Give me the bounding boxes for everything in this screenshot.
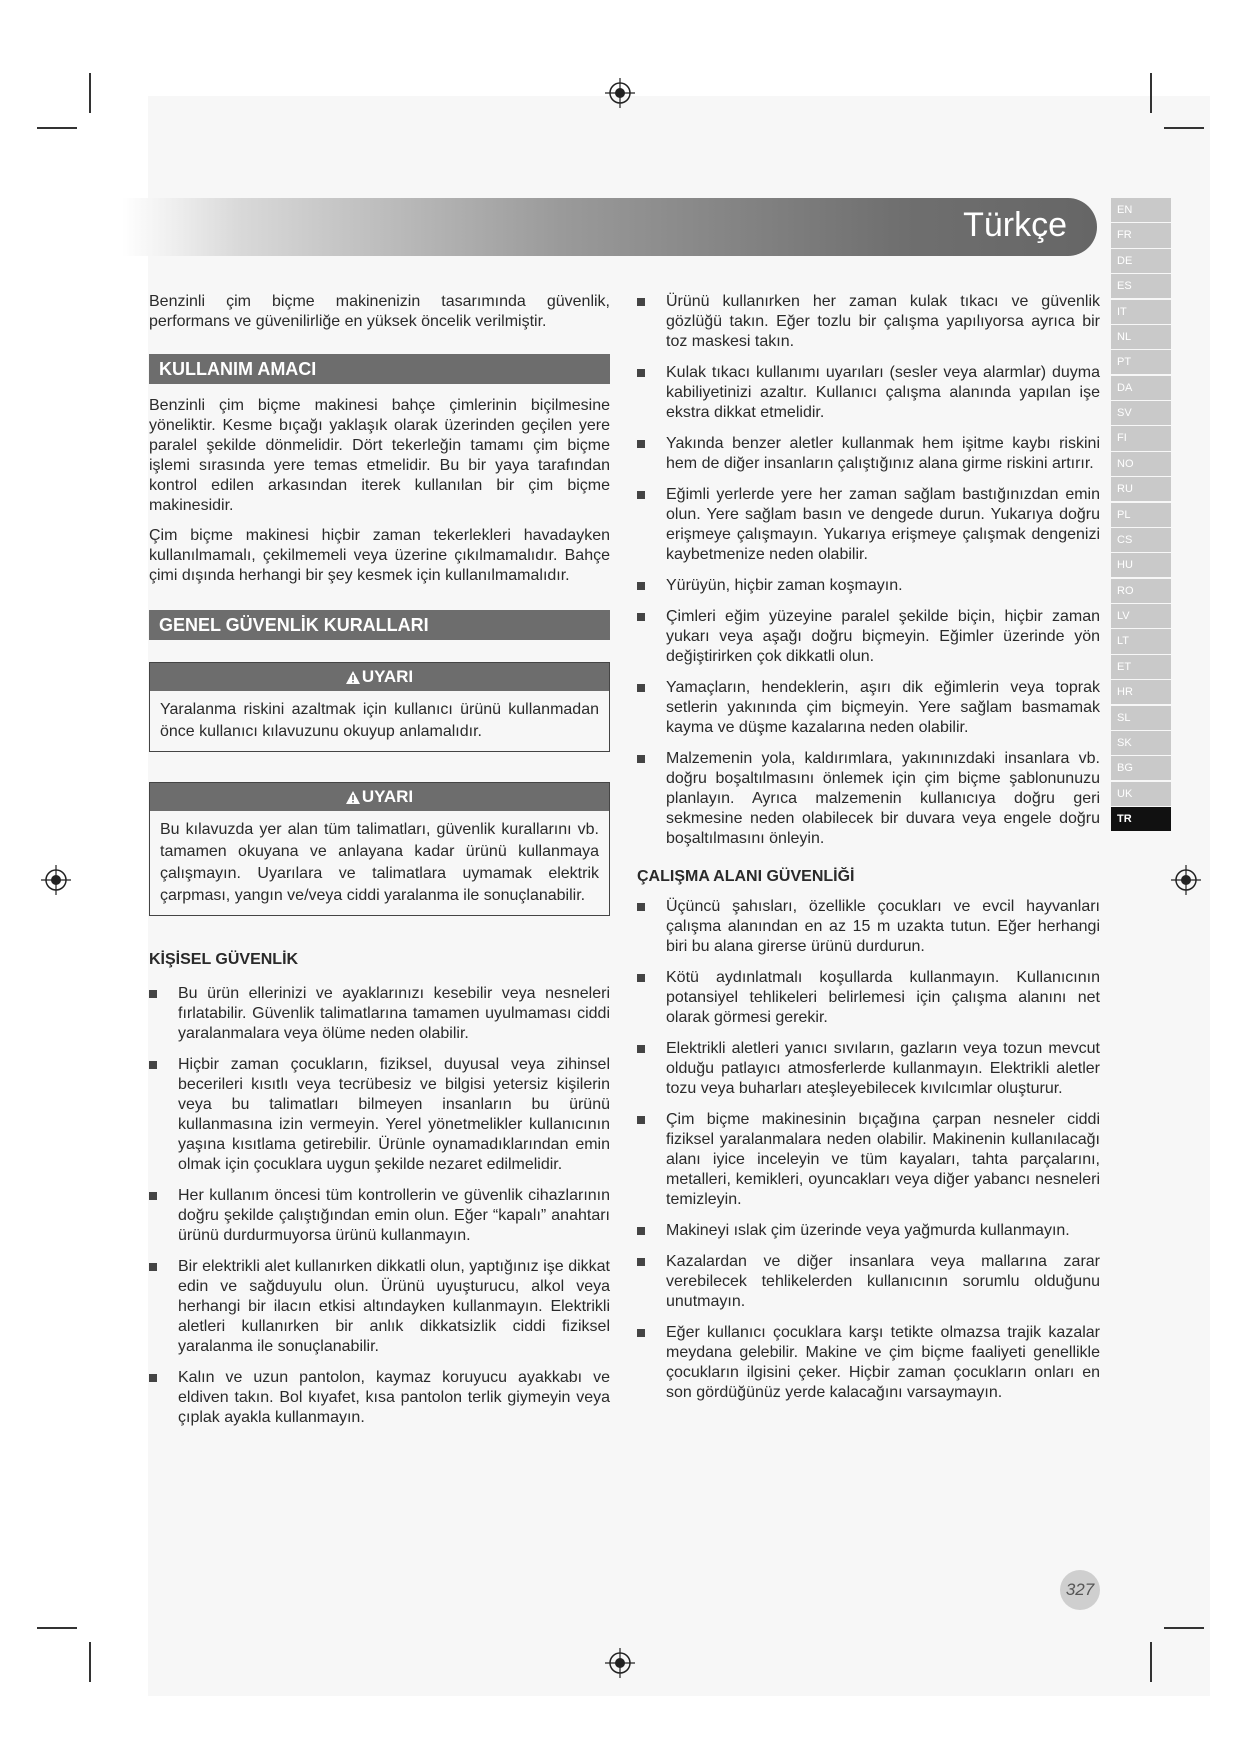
personal-safety-title: KİŞİSEL GÜVENLİK bbox=[149, 951, 299, 968]
warning-triangle-icon bbox=[346, 671, 360, 684]
page-number: 327 bbox=[1060, 1570, 1100, 1610]
general-section-title: GENEL GÜVENLİK KURALLARI bbox=[149, 610, 610, 640]
language-tab-ro[interactable]: RO bbox=[1111, 579, 1171, 603]
language-tab-tr[interactable]: TR bbox=[1111, 807, 1171, 831]
list-item-text: Eğer kullanıcı çocuklara karşı tetikte olmazsa trajik kazalar meydana gelebilir. Makine ve çim biçme faaliyeti genellikle çocukların ilgisini çeker. Hiçbir zaman çocukların onları en son gördüğünüz yerde kalacağını varsaymayın. bbox=[666, 1324, 1100, 1401]
usage-section-title: KULLANIM AMACI bbox=[149, 354, 610, 384]
list-item-text: Üçüncü şahısları, özellikle çocukları ve evcil hayvanları çalışma alanından en az 15 m uzakta tutun. Eğer herhangi biri bu alana girerse ürünü durdurun. bbox=[666, 898, 1100, 955]
list-item bbox=[637, 434, 1100, 474]
list-item-text: Kötü aydınlatmalı koşullarda kullanmayın. Kullanıcının potansiyel tehlikeleri belirlemesi için çalışma alanını net olarak görmesi gerekir. bbox=[666, 969, 1100, 1026]
bullet-icon bbox=[637, 1045, 645, 1053]
list-item-text: Yamaçların, hendeklerin, aşırı dik eğimlerin veya toprak setlerin yakınında çim biçmeyin. Yere sağlam basmamak kayma ve düşme kazalarına neden olabilir. bbox=[666, 679, 1100, 736]
list-item bbox=[637, 968, 1100, 1028]
list-item-text: Kazalardan ve diğer insanlara veya mallarına zarar verebilecek tehlikelerden kullanıcının sorumlu olduğunu unutmayın. bbox=[666, 1253, 1100, 1310]
language-tab-bg[interactable]: BG bbox=[1111, 756, 1171, 780]
crop-mark bbox=[89, 73, 91, 113]
language-tab-uk[interactable]: UK bbox=[1111, 782, 1171, 806]
language-tab-es[interactable]: ES bbox=[1111, 274, 1171, 298]
language-tab-cs[interactable]: CS bbox=[1111, 528, 1171, 552]
crop-mark bbox=[1150, 73, 1152, 113]
bullet-icon bbox=[637, 1116, 645, 1124]
language-tab-sv[interactable]: SV bbox=[1111, 401, 1171, 425]
list-item bbox=[637, 1221, 1100, 1241]
list-item-text: Malzemenin yola, kaldırımlara, yakınınızdaki insanlara vb. doğru boşaltılmasını önlemek için çim biçme şablonunuzu planlayın. Ayrıca malzemenin kullanıcıya doğru geri sekmesine neden olabilecek bir duvara veya engele doğru boşaltılmasını önleyin. bbox=[666, 750, 1100, 847]
list-item bbox=[637, 1039, 1100, 1099]
list-item-text: Yakında benzer aletler kullanmak hem işitme kaybı riskini hem de diğer insanların çalıştığınız alana girme riskini artırır. bbox=[666, 435, 1100, 472]
bullet-icon bbox=[637, 1329, 645, 1337]
crop-mark bbox=[37, 1627, 77, 1629]
usage-paragraph: Çim biçme makinesi hiçbir zaman tekerlekleri havadayken kullanılmamalı, çekilmemeli veya üzerine çıkılmamalıdır. Bahçe çimi dışında herhangi bir şey kesmek için kullanılmamalıdır. bbox=[149, 527, 610, 584]
personal-safety-list bbox=[149, 984, 610, 1428]
list-item bbox=[149, 1055, 610, 1175]
language-tab-no[interactable]: NO bbox=[1111, 452, 1171, 476]
list-item bbox=[149, 984, 610, 1044]
warning-label: UYARI bbox=[361, 787, 414, 806]
list-item bbox=[637, 1252, 1100, 1312]
language-tab-sk[interactable]: SK bbox=[1111, 731, 1171, 755]
bullet-icon bbox=[637, 298, 645, 306]
language-tab-en[interactable]: EN bbox=[1111, 198, 1171, 222]
right-column bbox=[637, 292, 1100, 1414]
list-item bbox=[637, 1323, 1100, 1403]
list-item-text: Kulak tıkacı kullanımı uyarıları (sesler veya alarmlar) duyma kabiliyetinizi azaltır. Kullanıcı çalışma alanında yapılan işe ekstra dikkat etmelidir. bbox=[666, 364, 1100, 421]
warning-box bbox=[149, 662, 610, 752]
crop-mark bbox=[1150, 1642, 1152, 1682]
registration-mark-icon bbox=[605, 78, 635, 108]
warning-triangle-icon bbox=[346, 791, 360, 804]
bullet-icon bbox=[637, 1258, 645, 1266]
registration-mark-icon bbox=[41, 865, 71, 895]
bullet-icon bbox=[149, 1374, 157, 1382]
bullet-icon bbox=[637, 755, 645, 763]
bullet-icon bbox=[637, 582, 645, 590]
language-tab-hu[interactable]: HU bbox=[1111, 553, 1171, 577]
language-tab-pt[interactable]: PT bbox=[1111, 350, 1171, 374]
list-item-text: Elektrikli aletleri yanıcı sıvıların, gazların veya tozun mevcut olduğu patlayıcı atmosferlerde kullanmayın. Elektrikli aletler tozu veya buharları ateşleyebilecek kıvılcımlar oluşturur. bbox=[666, 1040, 1100, 1097]
list-item-text: Ürünü kullanırken her zaman kulak tıkacı ve güvenlik gözlüğü takın. Eğer tozlu bir çalışma yapılıyorsa ayrıca bir toz maskesi takın. bbox=[666, 293, 1100, 350]
language-tab-ru[interactable]: RU bbox=[1111, 477, 1171, 501]
warning-text: Bu kılavuzda yer alan tüm talimatları, güvenlik kurallarını vb. tamamen okuyana ve anlayana kadar ürünü kullanmaya çalışmayın. Uyarılara ve talimatlara uymamak elektrik çarpması, yangın ve/veya ciddi yaralanma ile sonuçlanabilir. bbox=[160, 821, 599, 904]
list-item-text: Yürüyün, hiçbir zaman koşmayın. bbox=[666, 577, 903, 594]
intro-text: Benzinli çim biçme makinenizin tasarımında güvenlik, performans ve güvenilirliğe en yüksek öncelik verilmiştir. bbox=[149, 293, 610, 330]
list-item bbox=[149, 1257, 610, 1357]
language-tab-fr[interactable]: FR bbox=[1111, 223, 1171, 247]
language-tab-fi[interactable]: FI bbox=[1111, 426, 1171, 450]
language-tabs bbox=[1111, 198, 1171, 832]
crop-mark bbox=[37, 127, 77, 129]
list-item bbox=[637, 485, 1100, 565]
registration-mark-icon bbox=[1171, 865, 1201, 895]
page-title: Türkçe bbox=[963, 206, 1067, 244]
crop-mark bbox=[89, 1642, 91, 1682]
language-tab-lt[interactable]: LT bbox=[1111, 629, 1171, 653]
list-item-text: Çimleri eğim yüzeyine paralel şekilde biçin, hiçbir zaman yukarı veya aşağı doğru biçmeyin. Eğimler üzerinde yön değiştirirken çok dikkatli olun. bbox=[666, 608, 1100, 665]
list-item bbox=[637, 363, 1100, 423]
bullet-icon bbox=[149, 1061, 157, 1069]
list-item-text: Eğimli yerlerde yere her zaman sağlam bastığınızdan emin olun. Yere sağlam basın ve dengede durun. Yukarıya doğru erişmeye çalışmayın. Yukarıya erişmeye çalışmak dengenizi kaybetmenize neden olabilir. bbox=[666, 486, 1100, 563]
crop-mark bbox=[1164, 1627, 1204, 1629]
list-item bbox=[637, 576, 1100, 596]
bullet-icon bbox=[637, 613, 645, 621]
language-tab-de[interactable]: DE bbox=[1111, 249, 1171, 273]
list-item-text: Kalın ve uzun pantolon, kaymaz koruyucu ayakkabı ve eldiven takın. Bol kıyafet, kısa pantolon terlik giymeyin veya çıplak ayakla kullanmayın. bbox=[178, 1369, 610, 1426]
language-tab-et[interactable]: ET bbox=[1111, 655, 1171, 679]
crop-mark bbox=[1164, 127, 1204, 129]
bullet-icon bbox=[637, 1227, 645, 1235]
list-item bbox=[149, 1368, 610, 1428]
list-item-text: Makineyi ıslak çim üzerinde veya yağmurda kullanmayın. bbox=[666, 1222, 1070, 1239]
language-tab-pl[interactable]: PL bbox=[1111, 503, 1171, 527]
language-tab-it[interactable]: IT bbox=[1111, 300, 1171, 324]
list-item bbox=[637, 897, 1100, 957]
left-column bbox=[149, 292, 610, 1439]
list-item-text: Bir elektrikli alet kullanırken dikkatli olun, yaptığınız işe dikkat edin ve sağduyulu olun. Ürünü uyuşturucu, alkol veya herhangi bir ilacın etkisi altındayken kullanmayın. Elektrikli aletleri kullanırken bir anlık dikkatsizlik ciddi fiziksel yaralanma ile sonuçlanabilir. bbox=[178, 1258, 610, 1355]
bullet-icon bbox=[149, 1192, 157, 1200]
list-item-text: Çim biçme makinesinin bıçağına çarpan nesneler ciddi fiziksel yaralanmalara neden olabilir. Makinenin kullanılacağı alanı iyice inceleyin ve tüm kayaları, tahta parçalarını, metalleri, kemikleri, oyuncakları veya diğer yabancı nesneleri temizleyin. bbox=[666, 1111, 1100, 1208]
list-item bbox=[637, 1110, 1100, 1210]
bullet-icon bbox=[637, 369, 645, 377]
language-tab-sl[interactable]: SL bbox=[1111, 706, 1171, 730]
list-item bbox=[637, 678, 1100, 738]
language-tab-hr[interactable]: HR bbox=[1111, 680, 1171, 704]
work-area-title: ÇALIŞMA ALANI GÜVENLİĞİ bbox=[637, 868, 855, 885]
warning-header bbox=[150, 663, 609, 691]
language-tab-lv[interactable]: LV bbox=[1111, 604, 1171, 628]
safety-list bbox=[637, 292, 1100, 849]
bullet-icon bbox=[149, 1263, 157, 1271]
registration-mark-icon bbox=[605, 1648, 635, 1678]
bullet-icon bbox=[637, 974, 645, 982]
bullet-icon bbox=[637, 684, 645, 692]
bullet-icon bbox=[637, 491, 645, 499]
language-tab-da[interactable]: DA bbox=[1111, 376, 1171, 400]
warning-box bbox=[149, 782, 610, 916]
warning-text: Yaralanma riskini azaltmak için kullanıcı ürünü kullanmadan önce kullanıcı kılavuzunu okuyup anlamalıdır. bbox=[160, 701, 599, 740]
list-item-text: Hiçbir zaman çocukların, fiziksel, duyusal veya zihinsel becerileri kısıtlı veya tecrübesiz ve bilgisi yetersiz kişilerin veya bu talimatları bilmeyen insanların bu ürünü kullanmasına izin vermeyin. Yerel yönetmelikler kullanıcının yaşına kısıtlama getirebilir. Ürünle oynamadıklarından emin olmak için çocuklara uygun şekilde nezaret edilmelidir. bbox=[178, 1056, 610, 1173]
list-item bbox=[637, 607, 1100, 667]
language-tab-nl[interactable]: NL bbox=[1111, 325, 1171, 349]
warning-header bbox=[150, 783, 609, 811]
list-item bbox=[637, 749, 1100, 849]
list-item-text: Her kullanım öncesi tüm kontrollerin ve güvenlik cihazlarının doğru şekilde çalıştığından emin olun. Eğer “kapalı” anahtarı ürünü durdurmuyorsa ürünü kullanmayın. bbox=[178, 1187, 610, 1244]
bullet-icon bbox=[637, 903, 645, 911]
bullet-icon bbox=[149, 990, 157, 998]
work-area-list bbox=[637, 897, 1100, 1403]
list-item bbox=[149, 1186, 610, 1246]
warning-label: UYARI bbox=[361, 667, 414, 686]
list-item bbox=[637, 292, 1100, 352]
list-item-text: Bu ürün ellerinizi ve ayaklarınızı kesebilir veya nesneleri fırlatabilir. Güvenlik talimatlarına tamamen uyulmaması ciddi yaralanmalara veya ölüme neden olabilir. bbox=[178, 985, 610, 1042]
usage-paragraph: Benzinli çim biçme makinesi bahçe çimlerinin biçilmesine yöneliktir. Kesme bıçağı yaklaşık olarak üzerinden geçilen yere paralel şekilde dönmelidir. Dört tekerleğin tamamı çim biçme işlemi sırasında yere temas etmelidir. Bu bir yaya tarafından kontrol edilen arkasından iterek kullanılan bir çim biçme makinesidir. bbox=[149, 397, 610, 514]
header-banner bbox=[122, 198, 1097, 256]
bullet-icon bbox=[637, 440, 645, 448]
